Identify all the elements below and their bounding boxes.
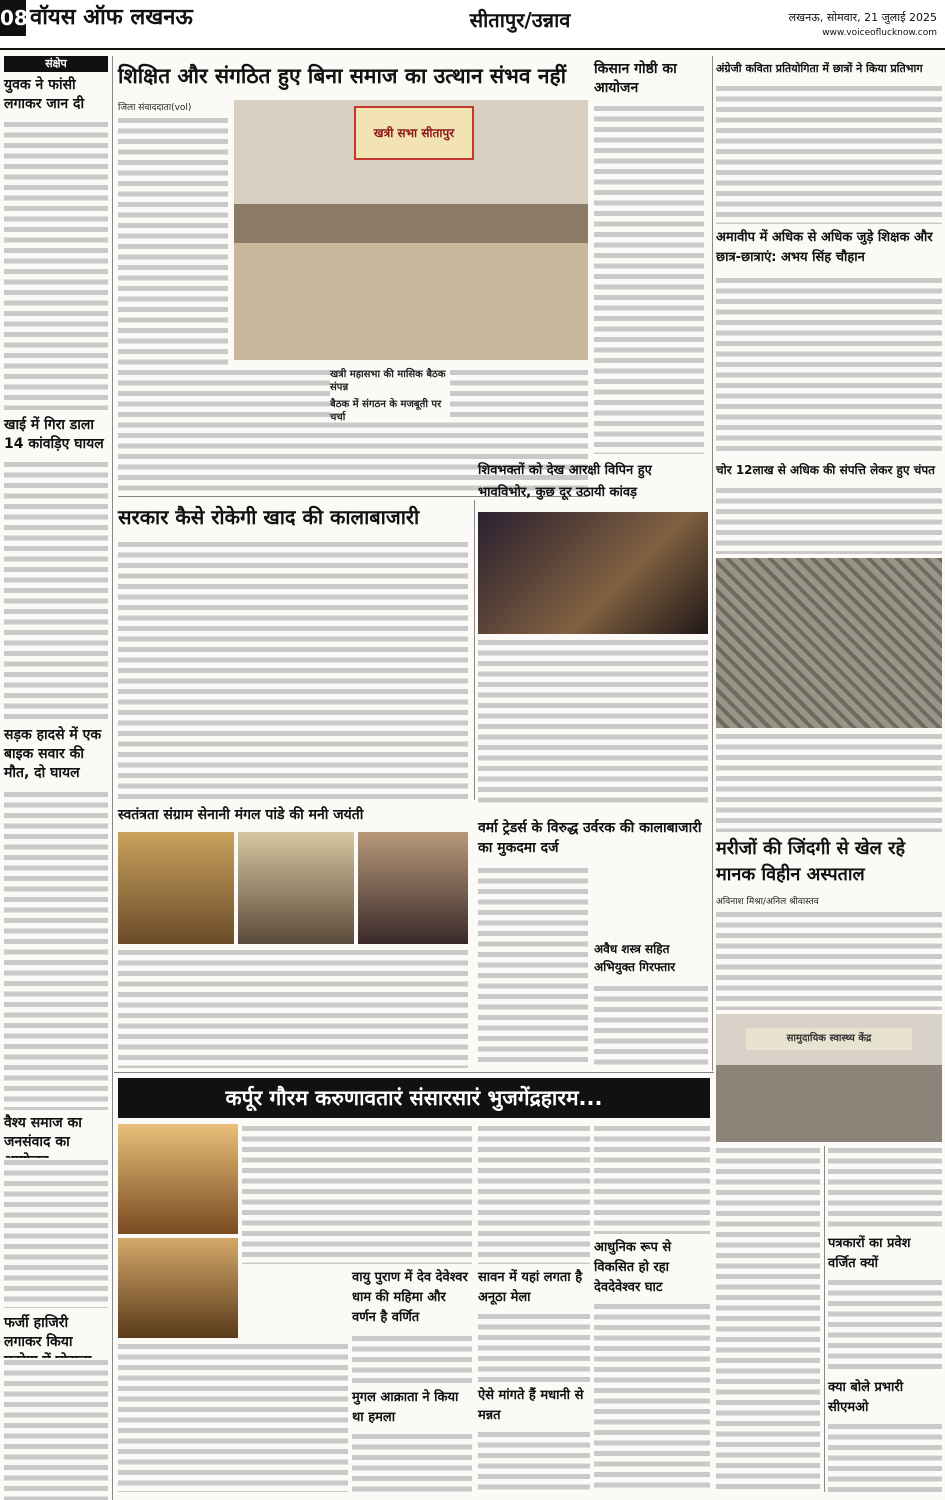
- banner-body-3: [352, 1334, 472, 1384]
- hospital-body-2: [716, 1146, 820, 1492]
- dateline: लखनऊ, सोमवार, 21 जुलाई 2025: [788, 11, 937, 24]
- section-title: सीतापुर/उन्नाव: [469, 8, 571, 32]
- banner-body-6: [478, 1312, 590, 1382]
- lead-dash-2: बैठक में संगठन के मजबूती पर चर्चा: [330, 399, 442, 423]
- banner-sub-4: ऐसे मांगते हैं मधानी से मन्नत: [478, 1388, 584, 1423]
- brief-body-5: [4, 1358, 108, 1500]
- abvp-headline: अमावीप में अधिक से अधिक जुड़े शिक्षक और छात्र-छात्राएं: अभय सिंह चौहान: [716, 230, 933, 265]
- lead-body: [118, 116, 228, 366]
- hospital-body: [716, 910, 942, 1010]
- brief-body-1: [4, 120, 108, 410]
- press-body: [828, 1278, 942, 1374]
- kanwar-headline: शिवभक्तों को देख आरक्षी विपिन हुए भावविभोर, कुछ दूर उठायी कांवड़: [478, 463, 652, 500]
- banner-body-5: [478, 1124, 590, 1264]
- theft-headline: चोर 12लाख से अधिक की संपत्ति लेकर हुए चंपत: [716, 463, 935, 477]
- fertilizer-headline: सरकार कैसे रोकेगी खाद की कालाबाजारी: [118, 505, 420, 529]
- rule: [114, 1072, 714, 1073]
- arms-headline: अवैध शस्त्र सहित अभियुक्त गिरफ्तार: [594, 942, 676, 974]
- kisan-headline: किसान गोष्ठी का आयोजन: [594, 61, 677, 96]
- arms-body: [594, 984, 708, 1068]
- abvp-body: [716, 276, 942, 456]
- column-rule: [112, 56, 113, 1500]
- hospital-photo: [716, 1014, 942, 1142]
- brief-body-2: [4, 460, 108, 720]
- brief-headline-1: युवक ने फांसी लगाकर जान दी: [4, 77, 85, 112]
- column-rule: [712, 56, 713, 1071]
- brief-headline-5: फर्जी हाजिरी लगाकर किया: [4, 1315, 73, 1350]
- masthead: वॉयस ऑफ लखनऊ: [30, 5, 193, 30]
- column-rule: [824, 1146, 825, 1492]
- briefs-kicker: संक्षेप: [4, 56, 108, 72]
- poem-headline: अंग्रेजी कविता प्रतियोगिता में छात्रों ने किया प्रतिभाग: [716, 62, 923, 75]
- rule: [474, 500, 475, 800]
- banner-photo-1: [118, 1124, 238, 1234]
- kanwar-body: [478, 638, 708, 808]
- banner-body-8: [594, 1124, 710, 1234]
- brief-body-4: [4, 1158, 108, 1308]
- cmo-body: [828, 1422, 942, 1492]
- theft-body-2: [716, 732, 942, 832]
- briefs-column: [4, 56, 108, 1500]
- banner-body-9: [594, 1302, 710, 1492]
- lead-byline: जिला संवाददाता(vol): [118, 103, 192, 113]
- kanwar-photo: [478, 512, 708, 634]
- theft-body: [716, 486, 942, 554]
- banner-sub-5: आधुनिक रूप से विकसित हो रहा देवदेवेश्वर घाट: [594, 1240, 672, 1295]
- brief-headline-3: सड़क हादसे में एक बाइक सवार की मौत, दो घायल: [4, 727, 102, 781]
- banner-sub-3: सावन में यहां लगता है अनूठा मेला: [478, 1270, 583, 1305]
- brief-body-3: [4, 790, 108, 1110]
- photo-1: [118, 832, 234, 944]
- kisan-body: [594, 104, 704, 454]
- fertilizer-body: [118, 540, 468, 800]
- banner-sub-1: वायु पुराण में देव देवेश्वर धाम की महिमा और वर्णन है वर्णित: [352, 1270, 468, 1325]
- poem-body: [716, 84, 942, 224]
- mangal-pandey-body: [118, 948, 468, 1068]
- hospital-byline: अविनाश मिश्रा/अनिल श्रीवास्तव: [716, 897, 819, 907]
- banner-photo-2: [118, 1238, 238, 1338]
- hospital-headline: मरीजों की जिंदगी से खेल रहे मानक विहीन अस्पताल: [716, 838, 906, 885]
- mangal-pandey-headline: स्वतंत्रता संग्राम सेनानी मंगल पांडे की मनी जयंती: [118, 807, 364, 823]
- lead-dash-items: [330, 368, 450, 423]
- cmo-headline: क्या बोले प्रभारी सीएमओ: [828, 1380, 904, 1415]
- page-number: 08: [0, 0, 26, 36]
- banner-body-4: [352, 1432, 472, 1492]
- brief-headline-4: वैश्य समाज का जनसंवाद का: [4, 1115, 82, 1150]
- lead-dash-1: खत्री महासभा की मासिक बैठक संपन्न: [330, 369, 446, 393]
- traders-body: [478, 866, 588, 1066]
- traders-headline: वर्मा ट्रेडर्स के विरुद्ध उर्वरक की कालाबाजारी का मुकदमा दर्ज: [478, 820, 702, 856]
- website: www.voiceoflucknow.com: [822, 28, 937, 38]
- lead-photo: [234, 100, 588, 360]
- press-headline: पत्रकारों का प्रवेश वर्जित क्यों: [828, 1236, 911, 1271]
- theft-photo: [716, 558, 942, 728]
- banner-sub-2: मुगल आक्राता ने किया था हमला: [352, 1390, 459, 1425]
- hospital-body-3: [828, 1146, 942, 1230]
- banner-body-7: [478, 1430, 590, 1492]
- banner-sign: खत्री सभा सीतापुर: [354, 106, 474, 160]
- lead-headline: शिक्षित और संगठित हुए बिना समाज का उत्थान संभव नहीं: [118, 64, 567, 88]
- photo-2: [238, 832, 354, 944]
- banner-body-2: [118, 1342, 348, 1492]
- banner-body-1: [242, 1124, 472, 1264]
- page-header: [0, 0, 945, 50]
- banner-headline: कर्पूर गौरम करुणावतारं संसारसारं भुजगेंद्रहारम...: [118, 1078, 710, 1118]
- brief-headline-2: खाई में गिरा डाला 14 कांवड़िए घायल: [4, 417, 104, 452]
- photo-3: [358, 832, 468, 944]
- hospital-sign: सामुदायिक स्वास्थ्य केंद्र: [746, 1028, 912, 1050]
